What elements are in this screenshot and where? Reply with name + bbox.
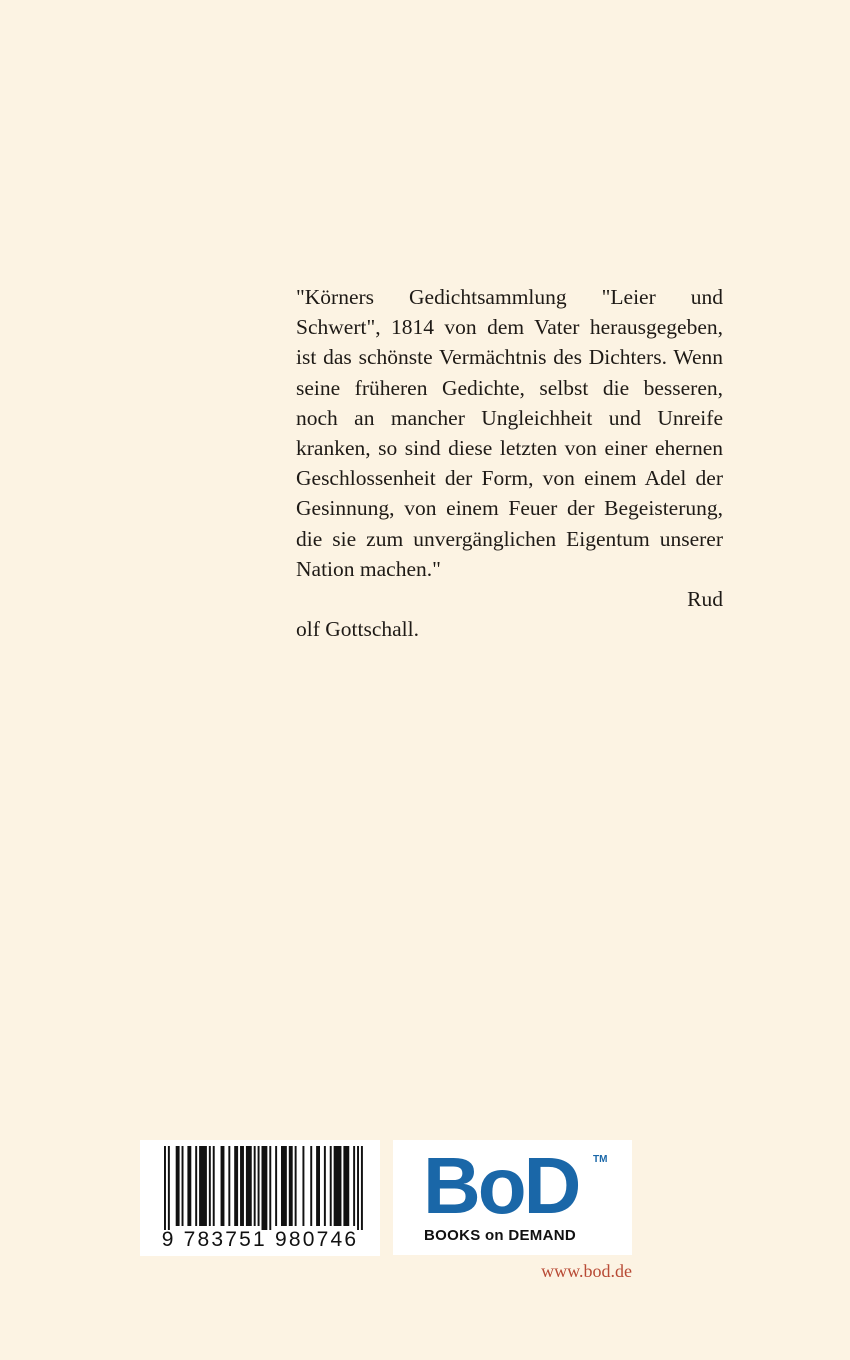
barcode-bar bbox=[316, 1146, 320, 1226]
bod-logo bbox=[393, 1140, 632, 1255]
barcode-bar bbox=[168, 1146, 170, 1230]
barcode-bar bbox=[343, 1146, 349, 1226]
barcode-bar bbox=[240, 1146, 244, 1226]
barcode-bar bbox=[361, 1146, 363, 1230]
barcode-bar bbox=[209, 1146, 211, 1226]
barcode-bar bbox=[275, 1146, 277, 1226]
barcode-bar bbox=[254, 1146, 256, 1226]
barcode-bar bbox=[269, 1146, 271, 1230]
barcode-bar bbox=[258, 1146, 260, 1226]
barcode-bar bbox=[221, 1146, 225, 1226]
barcode-bar bbox=[246, 1146, 252, 1226]
quote-text: "Körners Gedichtsammlung "Leier und Schwert", 1814 von dem Vater herausgegeben, ist das schönste Vermächtnis des Dichters. Wenn seine früheren Gedichte, selbst die besseren, noch an mancher Ungleichheit und Unreife kranken, so sind diese letzten von einer ehernen Geschlossenheit der Form, von einem Adel der Gesinnung, von einem Feuer der Begeisterung, die sie zum unvergänglichen Eigentum unserer Nation machen." bbox=[296, 285, 723, 581]
barcode-bar bbox=[187, 1146, 191, 1226]
barcode-bar bbox=[324, 1146, 326, 1226]
barcode-bar bbox=[164, 1146, 166, 1230]
barcode-bar bbox=[195, 1146, 197, 1226]
barcode-bar bbox=[295, 1146, 297, 1226]
barcode-bar bbox=[310, 1146, 312, 1226]
barcode-bar bbox=[334, 1146, 342, 1226]
barcode-bar bbox=[182, 1146, 184, 1226]
barcode-bar bbox=[289, 1146, 293, 1226]
isbn-barcode bbox=[140, 1140, 380, 1256]
bod-logo-word: BoD bbox=[423, 1141, 579, 1230]
bod-tagline: BOOKS on DEMAND bbox=[424, 1227, 576, 1244]
barcode-bar bbox=[330, 1146, 332, 1226]
barcode-bar bbox=[199, 1146, 207, 1226]
barcode-bar bbox=[353, 1146, 355, 1226]
barcode-bar bbox=[213, 1146, 215, 1226]
website-url: www.bod.de bbox=[541, 1261, 632, 1281]
barcode-bar bbox=[262, 1146, 268, 1230]
back-cover-quote bbox=[296, 282, 723, 644]
attribution-line-1: Rud bbox=[687, 587, 723, 612]
bod-trademark: TM bbox=[593, 1154, 608, 1165]
barcode-bars bbox=[140, 1140, 380, 1230]
isbn-digits: 9 783751 980746 bbox=[161, 1228, 359, 1251]
barcode-bar bbox=[357, 1146, 359, 1230]
barcode-bar bbox=[176, 1146, 180, 1226]
attribution-line-2: olf Gottschall. bbox=[296, 617, 420, 642]
barcode-bar bbox=[234, 1146, 238, 1226]
barcode-bar bbox=[228, 1146, 230, 1226]
barcode-bar bbox=[302, 1146, 304, 1226]
barcode-bar bbox=[281, 1146, 287, 1226]
